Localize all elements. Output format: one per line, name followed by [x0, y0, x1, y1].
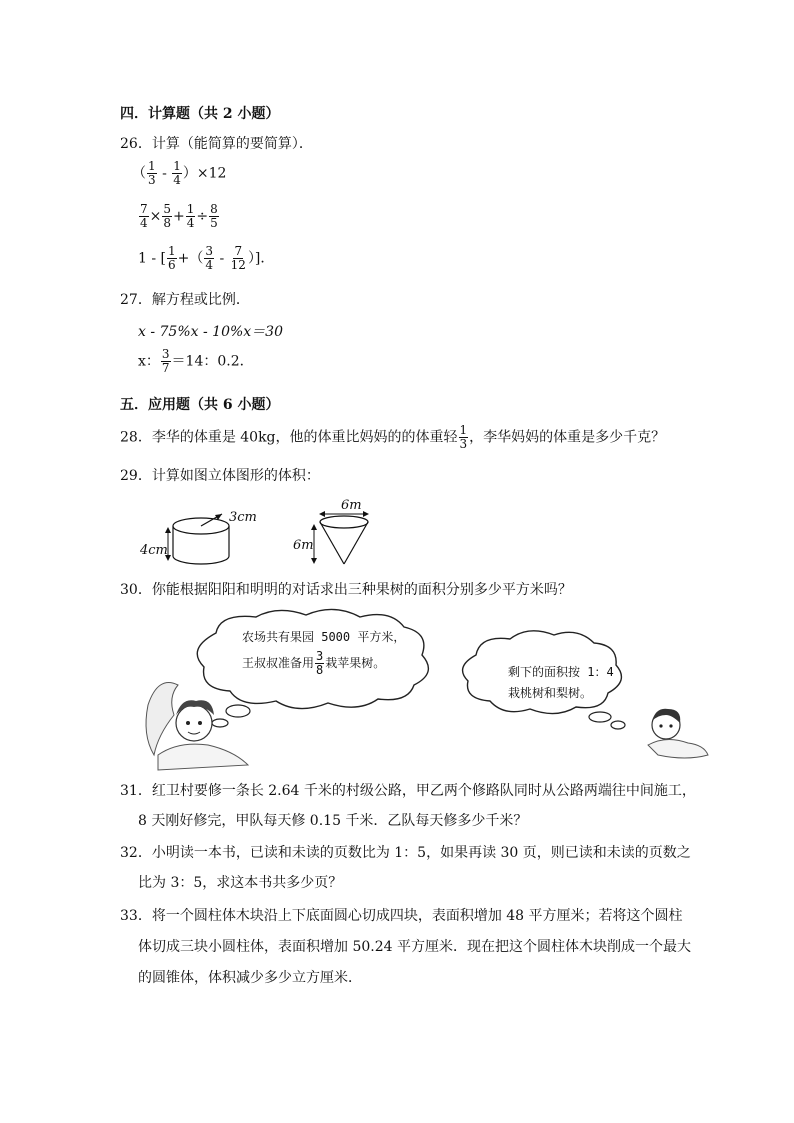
- q31-line2: 8 天刚好修完，甲队每天修 0.15 千米．乙队每天修多少千米？: [138, 813, 528, 829]
- q28-text: 28．李华的体重是 40kg，他的体重比妈妈的的体重轻 $\frac{1}{3}$ ，李华妈妈的体重是多少千克？: [120, 423, 666, 451]
- q33-line3: 的圆锥体，体积减少多少立方厘米．: [138, 970, 362, 986]
- q26-expr1: （ $\frac{1}{3}$ - $\frac{1}{4}$ ）×12: [132, 159, 227, 187]
- q30-stem: 30．你能根据阳阳和明明的对话求出三种果树的面积分别多少平方米吗？: [120, 582, 572, 598]
- thought-dot: [212, 719, 228, 727]
- q33-line2: 体切成三块小圆柱体，表面积增加 50.24 平方厘米．现在把这个圆柱体木块削成一个最大: [138, 939, 691, 955]
- cylinder-radius-label: 3cm: [229, 510, 257, 525]
- bubble1-line1: 农场共有果园 5000 平方米，: [242, 630, 406, 644]
- bubble2-line1: 剩下的面积按 1：4: [508, 665, 614, 679]
- dialogue-illustration: [138, 605, 712, 775]
- q33-line1: 33．将一个圆柱体木块沿上下底面圆心切成四块，表面积增加 48 平方厘米；若将这个圆柱: [120, 908, 683, 924]
- q27-eq2: x： $\frac{3}{7}$ ＝14：0.2．: [138, 347, 254, 375]
- q32-line1: 32．小明读一本书，已读和未读的页数比为 1：5，如果再读 30 页，则已读和未读的页数之: [120, 845, 691, 861]
- q27-eq1: x - 75%x - 10%x＝30: [138, 324, 283, 340]
- child-mingming-illustration: [648, 709, 708, 758]
- q26-stem: 26．计算（能简算的要简算）．: [120, 136, 313, 152]
- cylinder-height-label: 4cm: [140, 543, 168, 558]
- bubble2-line2: 栽桃树和梨树。: [508, 686, 593, 700]
- section-5-title: 五．应用题（共 6 小题）: [120, 397, 280, 413]
- q26-expr2: $\frac{7}{4}$ × $\frac{5}{8}$ + $\frac{1}{4}$ ÷ $\frac{8}{5}$: [140, 202, 218, 230]
- child-yangyang-illustration: [146, 683, 248, 771]
- cone-diameter-label: 6m: [341, 498, 362, 513]
- bubble1-line2: 王叔叔准备用 $\frac{3}{8}$ 栽苹果树。: [242, 649, 386, 677]
- thought-dot: [589, 712, 611, 722]
- q27-stem: 27．解方程或比例．: [120, 292, 250, 308]
- cone-height-label: 6m: [293, 538, 314, 553]
- thought-dot: [611, 721, 625, 729]
- section-4-title: 四．计算题（共 2 小题）: [120, 106, 280, 122]
- q29-stem: 29．计算如图立体图形的体积：: [120, 468, 320, 484]
- q26-expr3: 1 - [ $\frac{1}{6}$ +（ $\frac{3}{4}$ - $\frac{7}{12}$ ）]．: [138, 244, 275, 272]
- q32-line2: 比为 3：5，求这本书共多少页？: [138, 875, 343, 891]
- q31-line1: 31．红卫村要修一条长 2.64 千米的村级公路，甲乙两个修路队同时从公路两端往中间施工，: [120, 783, 696, 799]
- cone-figure: [300, 498, 380, 570]
- thought-dot: [226, 705, 250, 717]
